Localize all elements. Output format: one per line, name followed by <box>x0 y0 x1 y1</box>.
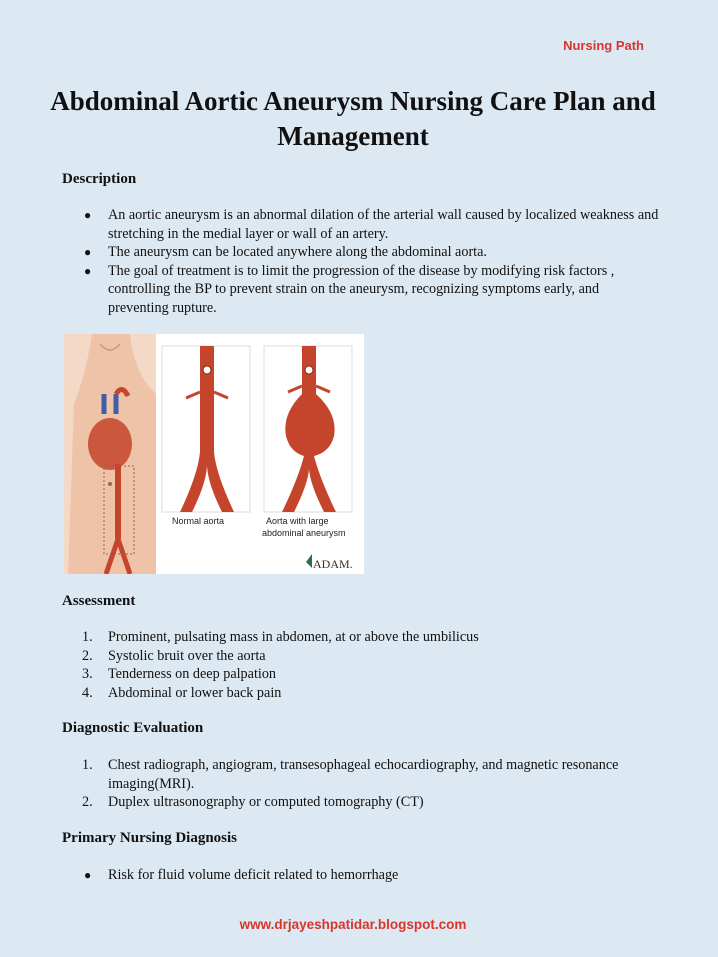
aorta-illustration <box>64 334 364 574</box>
description-item: ● The goal of treatment is to limit the progression of the disease by modifying risk factors , controlling the BP to prevent strain on the aneurysm, recognizing symptoms early, and preventing rupture. <box>84 262 615 316</box>
header-label: Nursing Path <box>563 38 644 53</box>
diagnostic-item: 1. Chest radiograph, angiogram, transesophageal echocardiography, and magnetic resonance imaging(MRI). <box>82 757 619 792</box>
diagnostic-heading: Diagnostic Evaluation <box>62 720 204 736</box>
bullet-icon: ● <box>84 868 92 882</box>
description-list <box>62 206 662 317</box>
footer-link[interactable]: www.drjayeshpatidar.blogspot.com <box>239 917 467 932</box>
assessment-item: 4. Abdominal or lower back pain <box>82 684 282 701</box>
description-heading: Description <box>62 171 137 187</box>
bullet-icon: ● <box>84 263 92 278</box>
aneurysm-caption-line2: abdominal aneurysm <box>262 528 346 538</box>
adam-logo-icon <box>306 554 312 568</box>
description-item: ● An aortic aneurysm is an abnormal dilation of the arterial wall caused by localized weakness and stretching in the medial layer or wall of an artery. <box>84 207 659 242</box>
assessment-heading: Assessment <box>62 593 136 609</box>
nursing-diagnosis-item: ● Risk for fluid volume deficit related to hemorrhage <box>84 867 399 883</box>
page-title: Abdominal Aortic Aneurysm Nursing Care Plan and Management <box>50 86 656 151</box>
bullet-icon: ● <box>84 245 92 259</box>
assessment-item: 2. Systolic bruit over the aorta <box>82 647 266 664</box>
aneurysm-caption-line1: Aorta with large <box>266 516 329 526</box>
adam-logo-text: ADAM. <box>313 557 353 571</box>
assessment-list <box>62 628 662 702</box>
assessment-item: 3. Tenderness on deep palpation <box>82 666 277 682</box>
normal-aorta-caption: Normal aorta <box>172 516 225 526</box>
assessment-item: 1. Prominent, pulsating mass in abdomen, at or above the umbilicus <box>82 629 479 645</box>
nursing-diagnosis-list <box>62 866 662 885</box>
description-item: ● The aneurysm can be located anywhere along the abdominal aorta. <box>84 244 487 260</box>
nursing-diagnosis-heading: Primary Nursing Diagnosis <box>62 830 238 846</box>
diagnostic-item: 2. Duplex ultrasonography or computed tomography (CT) <box>82 794 424 810</box>
bullet-icon: ● <box>84 208 92 222</box>
diagnostic-list <box>62 756 662 812</box>
